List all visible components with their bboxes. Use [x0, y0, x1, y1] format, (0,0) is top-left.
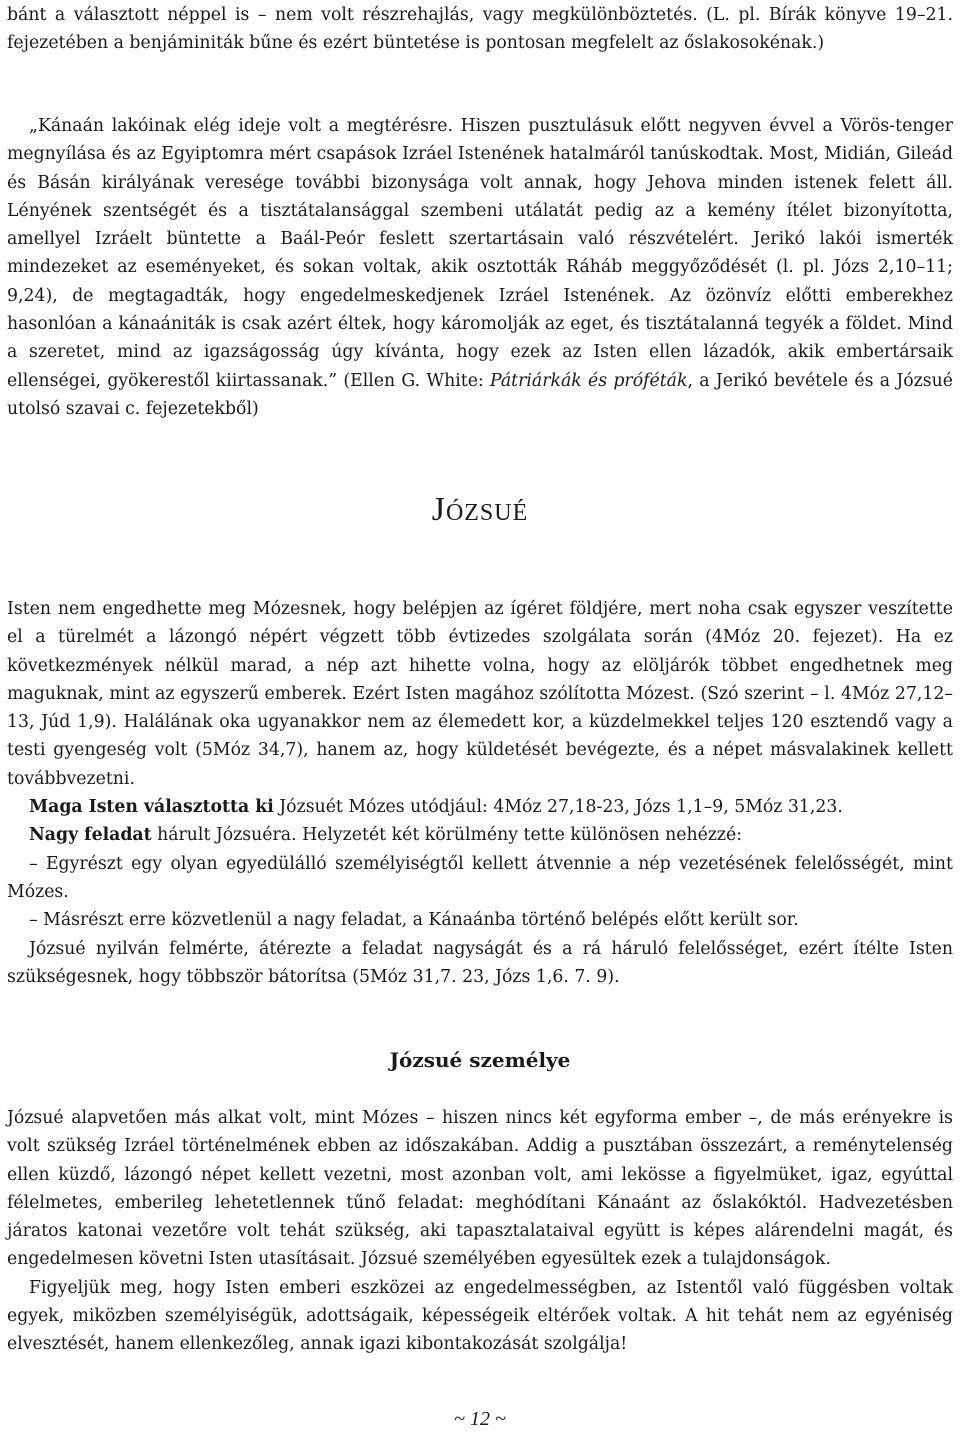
ellen-white-quote — [7, 112, 953, 423]
jozsue-intro-paragraph: Isten nem engedhette meg Mózesnek, hogy belépjen az ígéret földjére, mert noha csak egyszer veszítette el a türelmét a lázongó népért végzett több évtizedes szolgálata során (4Móz 20. fejezet). Ha ez következmények nélkül marad, a nép azt hihette volna, hogy az elöljárók többet engedhetnek meg maguknak, mint az egyszerű emberek. Ezért Isten magához szólította Mózest. (Szó szerint – l. 4Móz 27,12–13, Júd 1,9). Halálának oka ugyanakkor nem az élemedett kor, a küzdelmekkel teljes 120 esztendő vagy a testi gyengeség volt (5Móz 34,7), hanem az, hogy küldetését bevégezte, és a népet másvalakinek kellett továbbvezetni. — [7, 599, 953, 789]
book-title: Pátriárkák és próféták — [490, 370, 688, 391]
szemelye-paragraph-2: Figyeljük meg, hogy Isten emberi eszközei az engedelmességben, az Istentől való függésben voltak egyek, miközben személyiségük, adottságaik, képességeik eltérőek voltak. A hit tehát nem az egyéniség elvesztését, hanem ellenkezőleg, annak igazi kibontakozását szolgálja! — [7, 1277, 953, 1355]
quote-text: „Kánaán lakóinak elég ideje volt a megtérésre. Hiszen pusztulásuk előtt negyven évvel a Vörös-tenger megnyílása és az Egyiptomra mért csapások Izráel Istenének hatalmáról tanúskodtak. Most, Midián, Gileád és Básán királyának veresége további bizonysága volt annak, hogy Jehova minden istenek felett áll. Lényének szentségét és a tisztátalansággal szembeni utálatát pedig az a kemény ítélet bizonyította, amellyel Izráelt büntette a Baál-Peór feslett szertartásain való részvételért. Jerikó lakói ismerték mindezeket az eseményeket, és sokan voltak, akik osztották Ráháb meggyőződését (l. pl. Józs 2,10–11; 9,24), de megtagadták, hogy engedelmeskedjenek Izráel Istenének. Az özönvíz előtti emberekhez hasonlóan a kánaániták is csak azért éltek, hogy káromolják az eget, és tisztátalanná tegyék a földet. Mind a szeretet, mind az igazságosság úgy kívánta, hogy ezek az Isten ellen lázadók, akik embertársaik ellenségei, gyökerestől kiirtassanak.” (Ellen G. White: — [7, 116, 953, 391]
quote-source: , a Jerikó bevétele és a Józsué utolsó szavai c. fejezetekből) — [7, 370, 953, 419]
page-number: ~ 12 ~ — [454, 1408, 506, 1430]
jozsue-section — [7, 595, 953, 991]
chosen-text: Józsuét Mózes utódjául: 4Móz 27,18-23, Józs 1,1–9, 5Móz 31,23. — [273, 797, 843, 818]
szemelye-section — [7, 1104, 953, 1359]
section-title: Józsué személye — [389, 1048, 571, 1072]
task-bold: Nagy feladat — [29, 825, 152, 846]
bullet-item: – Egyrészt egy olyan egyedülálló személyiségtől kellett átvennie a nép vezetésének felelősségét, mint Mózes. — [7, 853, 953, 902]
chapter-title — [0, 491, 960, 528]
chapter-title-initial: J — [431, 491, 446, 528]
chapter-title-rest: ózsué — [445, 491, 529, 528]
task-text: hárult Józsuéra. Helyzetét két körülmény tette különösen nehézzé: — [151, 825, 743, 846]
chosen-bold: Maga Isten választotta ki — [29, 797, 274, 818]
szemelye-paragraph-1: Józsué alapvetően más alkat volt, mint Mózes – hiszen nincs két egyforma ember –, de más erényekre is volt szükség Izráel történelmének ebben az időszakában. Addig a pusztában összezárt, a reménytelenség ellen küzdő, lázongó népet kellett vezetni, most azonban volt, ami lekösse a figyelmüket, igaz, egyúttal félelmetes, emberileg lehetetlennek tűnő feladat: meghódítani Kánaánt az őslakóktól. Hadvezetésben járatos katonai vezetőre volt tehát szükség, aki tapasztalataival együtt is képes alárendelni magát, és engedelmesen követni Isten utasításait. Józsué személyében egyesültek ezek a tulajdonságok. — [7, 1108, 953, 1270]
closing-paragraph: Józsué nyilván felmérte, átérezte a feladat nagyságát és a rá háruló felelősséget, ezért ítélte Isten szükségesnek, hogy többször bátorítsa (5Móz 31,7. 23, Józs 1,6. 7. 9). — [7, 938, 953, 987]
chosen-paragraph — [7, 793, 953, 821]
continued-paragraph: bánt a választott néppel is – nem volt részrehajlás, vagy megkülönböztetés. (L. pl. Bírák könyve 19–21. fejezetében a benjáminiták bűne és ezért büntetése is pontosan megfelelt az őslakosokénak.) — [7, 5, 953, 54]
task-paragraph — [7, 821, 953, 849]
bullet-item: – Másrészt erre közvetlenül a nagy feladat, a Kánaánba történő belépés előtt került sor. — [29, 910, 799, 931]
